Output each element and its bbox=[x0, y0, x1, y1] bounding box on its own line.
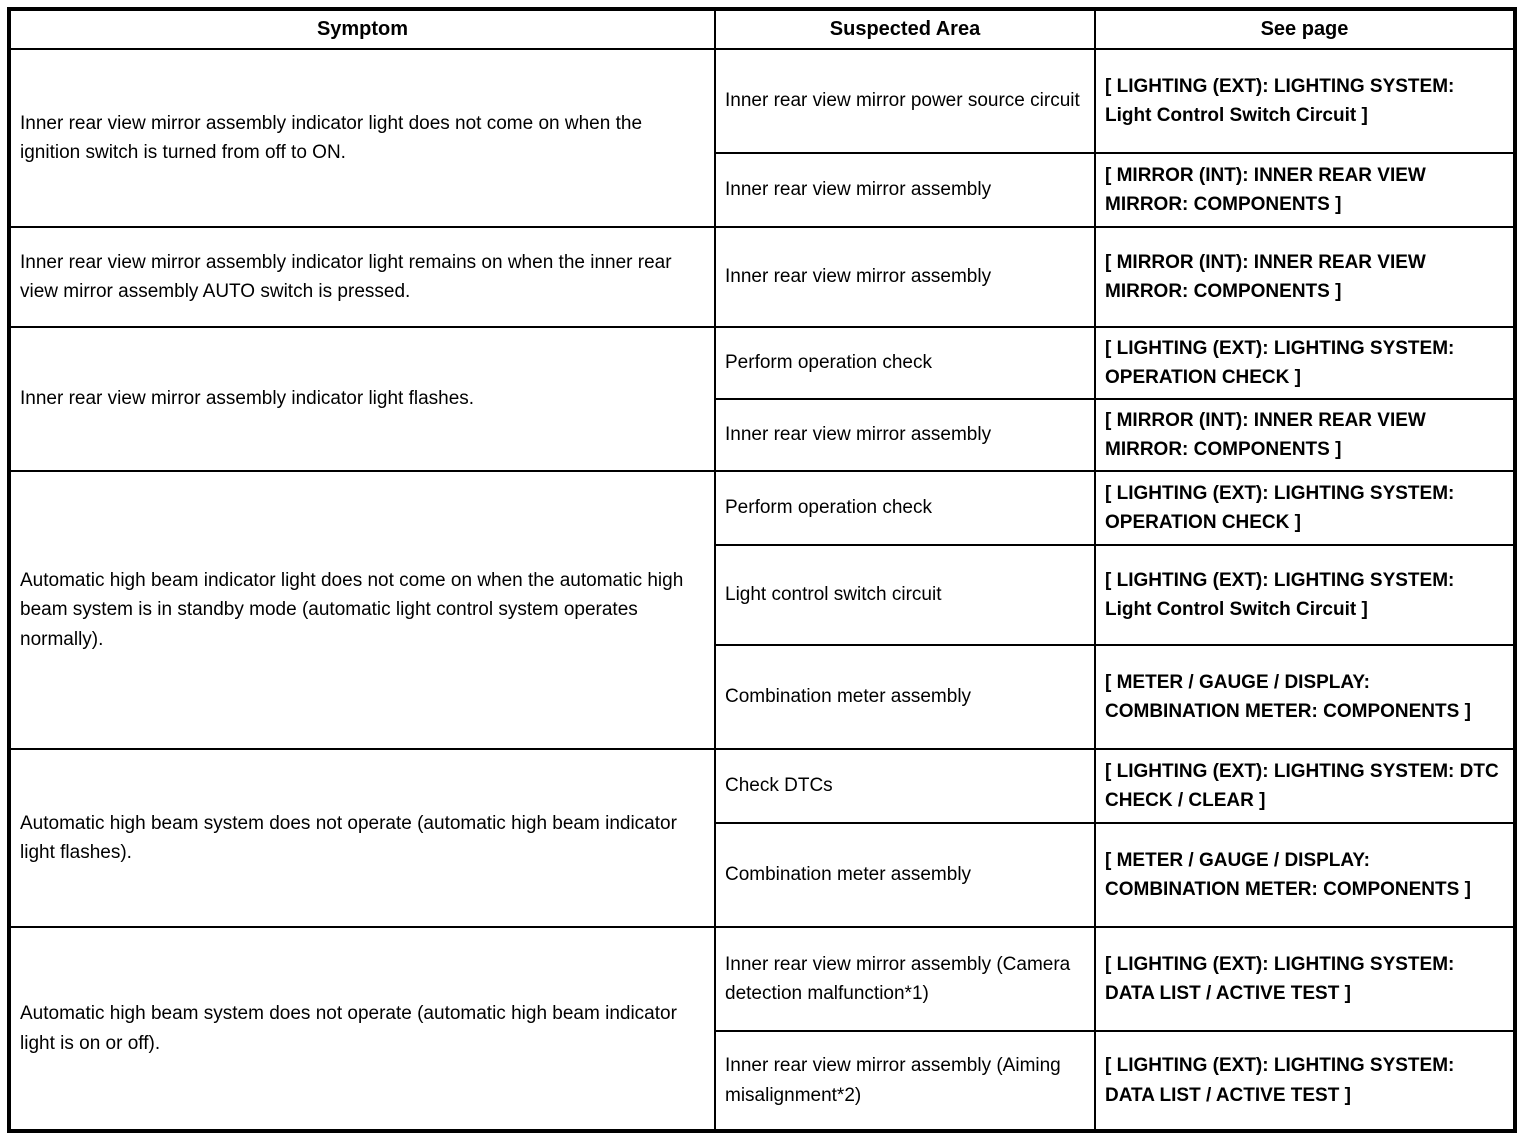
see-page-cell: [ LIGHTING (EXT): LIGHTING SYSTEM: Light Control Switch Circuit ] bbox=[1095, 545, 1515, 645]
table-row bbox=[9, 49, 1515, 153]
see-page-cell: [ LIGHTING (EXT): LIGHTING SYSTEM: OPERATION CHECK ] bbox=[1095, 327, 1515, 399]
see-page-cell: [ MIRROR (INT): INNER REAR VIEW MIRROR: COMPONENTS ] bbox=[1095, 153, 1515, 227]
symptom-cell: Automatic high beam indicator light does not come on when the automatic high beam system is in standby mode (automatic light control system operates normally). bbox=[9, 471, 715, 749]
suspected-area-cell: Inner rear view mirror assembly bbox=[715, 227, 1095, 327]
see-page-cell: [ LIGHTING (EXT): LIGHTING SYSTEM: Light Control Switch Circuit ] bbox=[1095, 49, 1515, 153]
column-header-suspected-area: Suspected Area bbox=[715, 9, 1095, 49]
symptom-cell: Automatic high beam system does not operate (automatic high beam indicator light flashes). bbox=[9, 749, 715, 927]
suspected-area-cell: Combination meter assembly bbox=[715, 823, 1095, 927]
table-row bbox=[9, 327, 1515, 399]
see-page-cell: [ LIGHTING (EXT): LIGHTING SYSTEM: DATA LIST / ACTIVE TEST ] bbox=[1095, 1031, 1515, 1131]
suspected-area-cell: Check DTCs bbox=[715, 749, 1095, 823]
see-page-cell: [ MIRROR (INT): INNER REAR VIEW MIRROR: COMPONENTS ] bbox=[1095, 227, 1515, 327]
suspected-area-cell: Perform operation check bbox=[715, 327, 1095, 399]
symptom-cell: Automatic high beam system does not operate (automatic high beam indicator light is on or off). bbox=[9, 927, 715, 1131]
suspected-area-cell: Combination meter assembly bbox=[715, 645, 1095, 749]
table-row bbox=[9, 749, 1515, 823]
symptom-cell: Inner rear view mirror assembly indicator light remains on when the inner rear view mirror assembly AUTO switch is pressed. bbox=[9, 227, 715, 327]
see-page-cell: [ MIRROR (INT): INNER REAR VIEW MIRROR: COMPONENTS ] bbox=[1095, 399, 1515, 471]
see-page-cell: [ LIGHTING (EXT): LIGHTING SYSTEM: OPERATION CHECK ] bbox=[1095, 471, 1515, 545]
suspected-area-cell: Inner rear view mirror assembly bbox=[715, 399, 1095, 471]
header-row bbox=[9, 9, 1515, 49]
see-page-cell: [ LIGHTING (EXT): LIGHTING SYSTEM: DTC CHECK / CLEAR ] bbox=[1095, 749, 1515, 823]
suspected-area-cell: Inner rear view mirror assembly (Aiming misalignment*2) bbox=[715, 1031, 1095, 1131]
column-header-symptom: Symptom bbox=[9, 9, 715, 49]
table-row bbox=[9, 927, 1515, 1031]
suspected-area-cell: Perform operation check bbox=[715, 471, 1095, 545]
symptom-cell: Inner rear view mirror assembly indicator light flashes. bbox=[9, 327, 715, 471]
see-page-cell: [ LIGHTING (EXT): LIGHTING SYSTEM: DATA LIST / ACTIVE TEST ] bbox=[1095, 927, 1515, 1031]
table-row bbox=[9, 471, 1515, 545]
see-page-cell: [ METER / GAUGE / DISPLAY: COMBINATION METER: COMPONENTS ] bbox=[1095, 823, 1515, 927]
suspected-area-cell: Inner rear view mirror assembly (Camera detection malfunction*1) bbox=[715, 927, 1095, 1031]
table-row bbox=[9, 227, 1515, 327]
symptom-cell: Inner rear view mirror assembly indicator light does not come on when the ignition switch is turned from off to ON. bbox=[9, 49, 715, 227]
suspected-area-cell: Light control switch circuit bbox=[715, 545, 1095, 645]
suspected-area-cell: Inner rear view mirror assembly bbox=[715, 153, 1095, 227]
see-page-cell: [ METER / GAUGE / DISPLAY: COMBINATION METER: COMPONENTS ] bbox=[1095, 645, 1515, 749]
suspected-area-cell: Inner rear view mirror power source circuit bbox=[715, 49, 1095, 153]
symptom-table bbox=[7, 7, 1517, 1133]
column-header-see-page: See page bbox=[1095, 9, 1515, 49]
